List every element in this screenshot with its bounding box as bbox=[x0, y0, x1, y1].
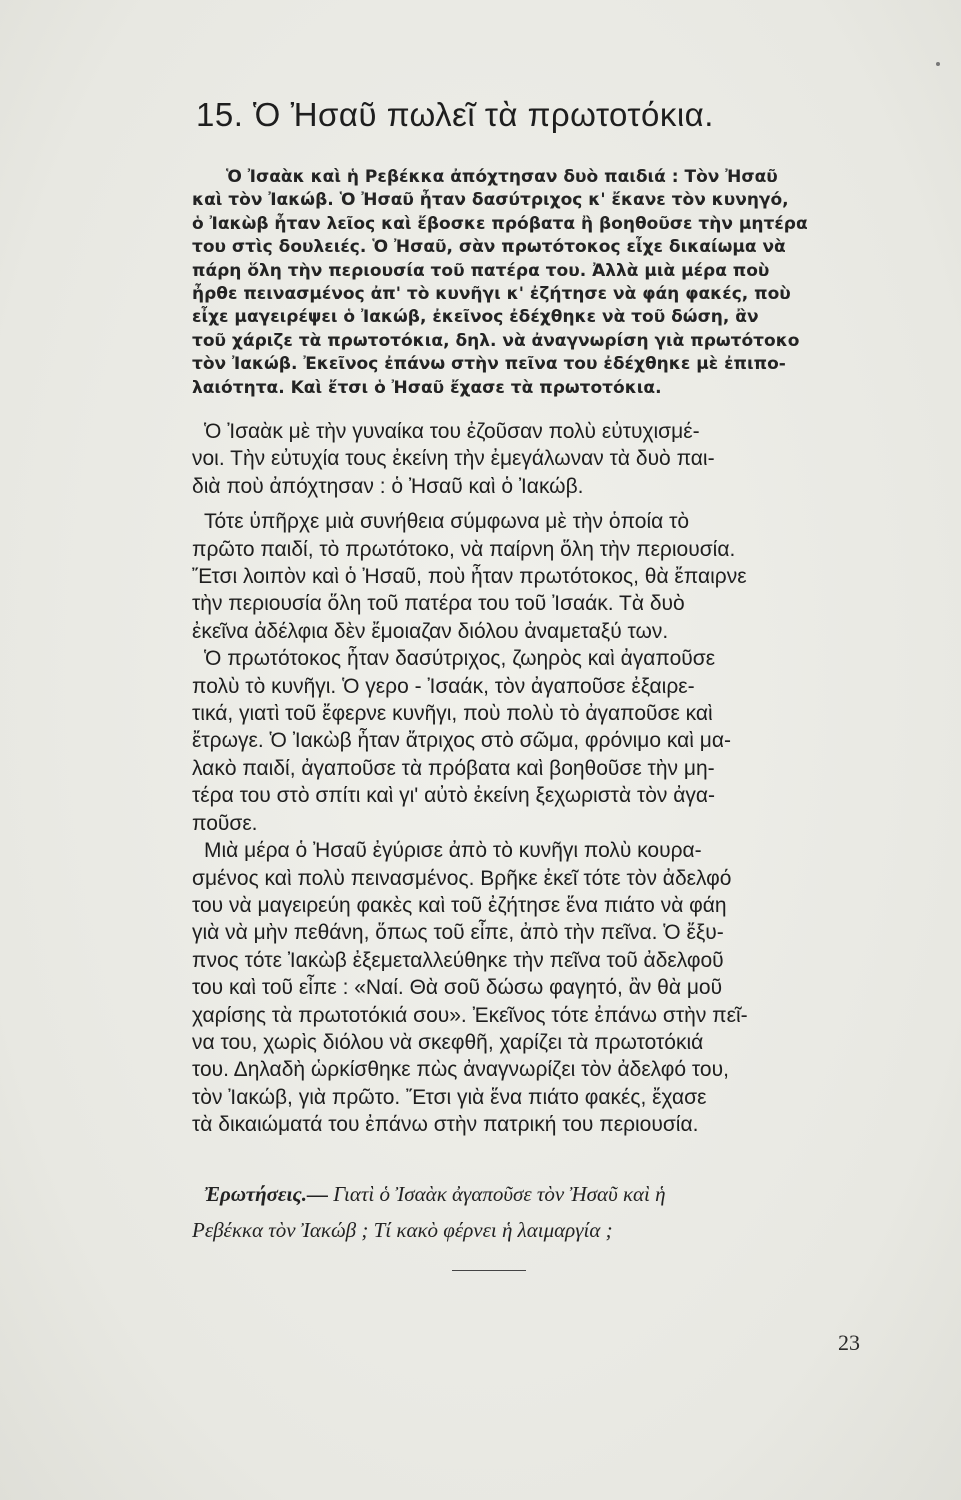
text-line: τέρα του στὸ σπίτι καὶ γι' αὐτὸ ἐκείνη ξεχωριστὰ τὸν ἀγα- bbox=[192, 784, 716, 808]
intro-line: τοῦ χάριζε τὰ πρωτοτόκια, δηλ. νὰ ἀναγνωρίση γιὰ πρωτότοκο bbox=[192, 330, 800, 351]
intro-line: καὶ τὸν Ἰακώβ. Ὁ Ἠσαῦ ἦταν δασύτριχος κ' ἔκανε τὸν κυνηγό, bbox=[192, 190, 789, 211]
intro-line: Ὁ Ἰσαὰκ καὶ ἡ Ρεβέκκα ἀπόχτησαν δυὸ παιδιά : Τὸν Ἠσαῦ bbox=[226, 167, 778, 187]
text-line: λακὸ παιδί, ἀγαποῦσε τὰ πρόβατα καὶ βοηθοῦσε τὴν μη- bbox=[192, 756, 715, 780]
text-line: πρῶτο παιδί, τὸ πρωτότοκο, νὰ παίρνη ὅλη τὴν περιουσία. bbox=[192, 537, 736, 561]
questions-label: Ἐρωτήσεις.— bbox=[204, 1182, 328, 1206]
story-text bbox=[192, 418, 872, 1139]
text-line: νοι. Τὴν εὐτυχία τους ἐκείνη τὴν ἐμεγάλωναν τὰ δυὸ παι- bbox=[192, 447, 715, 471]
intro-line: εἶχε μαγειρέψει ὁ Ἰακώβ, ἐκεῖνος ἐδέχθηκε νὰ τοῦ δώση, ἂν bbox=[192, 307, 759, 328]
intro-line: λαιότητα. Καὶ ἔτσι ὁ Ἠσαῦ ἔχασε τὰ πρωτοτόκια. bbox=[192, 377, 662, 398]
intro-line: ὁ Ἰακὼβ ἦταν λεῖος καὶ ἔβοσκε πρόβατα ἢ βοηθοῦσε τὴν μητέρα bbox=[192, 213, 808, 234]
text-line: Τότε ὑπῆρχε μιὰ συνήθεια σύμφωνα μὲ τὴν ὁποία τὸ bbox=[204, 510, 690, 534]
paper-speck bbox=[936, 62, 940, 66]
text-line: Ἔτσι λοιπὸν καὶ ὁ Ἠσαῦ, ποὺ ἦταν πρωτότοκος, θὰ ἔπαιρνε bbox=[192, 565, 747, 589]
paragraph bbox=[192, 645, 872, 837]
text-line: να του, χωρὶς διόλου νὰ σκεφθῆ, χαρίζει τὰ πρωτοτόκιά bbox=[192, 1030, 704, 1054]
text-line: τὴν περιουσία ὅλη τοῦ πατέρα του τοῦ Ἰσαάκ. Τὰ δυὸ bbox=[192, 592, 685, 616]
text-line: γιὰ νὰ μὴν πεθάνη, ὅπως τοῦ εἶπε, ἀπὸ τὴν πεῖνα. Ὁ ἔξυ- bbox=[192, 921, 724, 945]
text-line: του καὶ τοῦ εἶπε : «Ναί. Θὰ σοῦ δώσω φαγητό, ἂν θὰ μοῦ bbox=[192, 976, 723, 1000]
intro-summary bbox=[192, 166, 872, 400]
text-line: του νὰ μαγειρεύη φακὲς καὶ τοῦ ἐζήτησε ἕνα πιάτο νὰ φάη bbox=[192, 893, 727, 917]
questions-section bbox=[192, 1176, 882, 1248]
page-title: 15. Ὁ Ἠσαῦ πωλεῖ τὰ πρωτοτόκια. bbox=[196, 96, 714, 133]
page-number: 23 bbox=[838, 1330, 860, 1355]
text-line: Μιὰ μέρα ὁ Ἠσαῦ ἐγύρισε ἀπὸ τὸ κυνῆγι πολὺ κουρα- bbox=[204, 839, 702, 863]
paragraph bbox=[192, 418, 872, 500]
intro-line: τὸν Ἰακώβ. Ἐκεῖνος ἐπάνω στὴν πεῖνα του ἐδέχθηκε μὲ ἐπιπο- bbox=[192, 354, 786, 375]
question-line: Γιατὶ ὁ Ἰσαὰκ ἀγαποῦσε τὸν Ἠσαῦ καὶ ἡ bbox=[328, 1182, 666, 1206]
text-line: του. Δηλαδὴ ὡρκίσθηκε πὼς ἀναγνωρίζει τὸν ἀδελφό του, bbox=[192, 1058, 729, 1082]
text-line: τικά, γιατὶ τοῦ ἔφερνε κυνῆγι, ποὺ πολὺ τὸ ἀγαποῦσε καὶ bbox=[192, 702, 713, 726]
text-line: διὰ ποὺ ἀπόχτησαν : ὁ Ἠσαῦ καὶ ὁ Ἰακώβ. bbox=[192, 474, 584, 498]
question-line: Ρεβέκκα τὸν Ἰακώβ ; Τί κακὸ φέρνει ἡ λαιμαργία ; bbox=[192, 1218, 613, 1242]
intro-line: πάρη ὅλη τὴν περιουσία τοῦ πατέρα του. Ἀλλὰ μιὰ μέρα ποὺ bbox=[192, 260, 770, 281]
text-line: τὰ δικαιώματά του ἐπάνω στὴν πατρική του περιουσία. bbox=[192, 1113, 699, 1137]
paragraph bbox=[192, 837, 872, 1138]
text-line: ποῦσε. bbox=[192, 811, 258, 835]
text-line: Ὁ Ἰσαὰκ μὲ τὴν γυναίκα του ἐζοῦσαν πολὺ εὐτυχισμέ- bbox=[204, 420, 700, 443]
intro-line: του στὶς δουλειές. Ὁ Ἠσαῦ, σὰν πρωτότοκος εἶχε δικαίωμα νὰ bbox=[192, 237, 786, 258]
text-line: τὸν Ἰακώβ, γιὰ πρῶτο. Ἔτσι γιὰ ἕνα πιάτο φακές, ἔχασε bbox=[192, 1085, 707, 1109]
text-line: πνος τότε Ἰακὼβ ἐξεμεταλλεύθηκε τὴν πεῖνα τοῦ ἀδελφοῦ bbox=[192, 948, 724, 972]
text-line: χαρίσης τὰ πρωτοτόκιά σου». Ἐκεῖνος τότε ἐπάνω στὴν πεῖ- bbox=[192, 1003, 748, 1027]
text-line: σμένος καὶ πολὺ πεινασμένος. Βρῆκε ἐκεῖ τότε τὸν ἀδελφό bbox=[192, 866, 732, 890]
divider-rule bbox=[452, 1270, 526, 1271]
text-line: ἐκεῖνα ἀδέλφια δὲν ἔμοιαζαν διόλου ἀναμεταξύ των. bbox=[192, 619, 669, 643]
paragraph bbox=[192, 508, 872, 645]
text-line: πολὺ τὸ κυνῆγι. Ὁ γερο - Ἰσαάκ, τὸν ἀγαποῦσε ἐξαιρε- bbox=[192, 674, 695, 698]
text-line: Ὁ πρωτότοκος ἦταν δασύτριχος, ζωηρὸς καὶ ἀγαποῦσε bbox=[204, 647, 716, 671]
intro-line: ἦρθε πεινασμένος ἀπ' τὸ κυνῆγι κ' ἐζήτησε νὰ φάη φακές, ποὺ bbox=[192, 284, 791, 305]
text-line: ἔτρωγε. Ὁ Ἰακὼβ ἦταν ἄτριχος στὸ σῶμα, φρόνιμο καὶ μα- bbox=[192, 729, 732, 753]
